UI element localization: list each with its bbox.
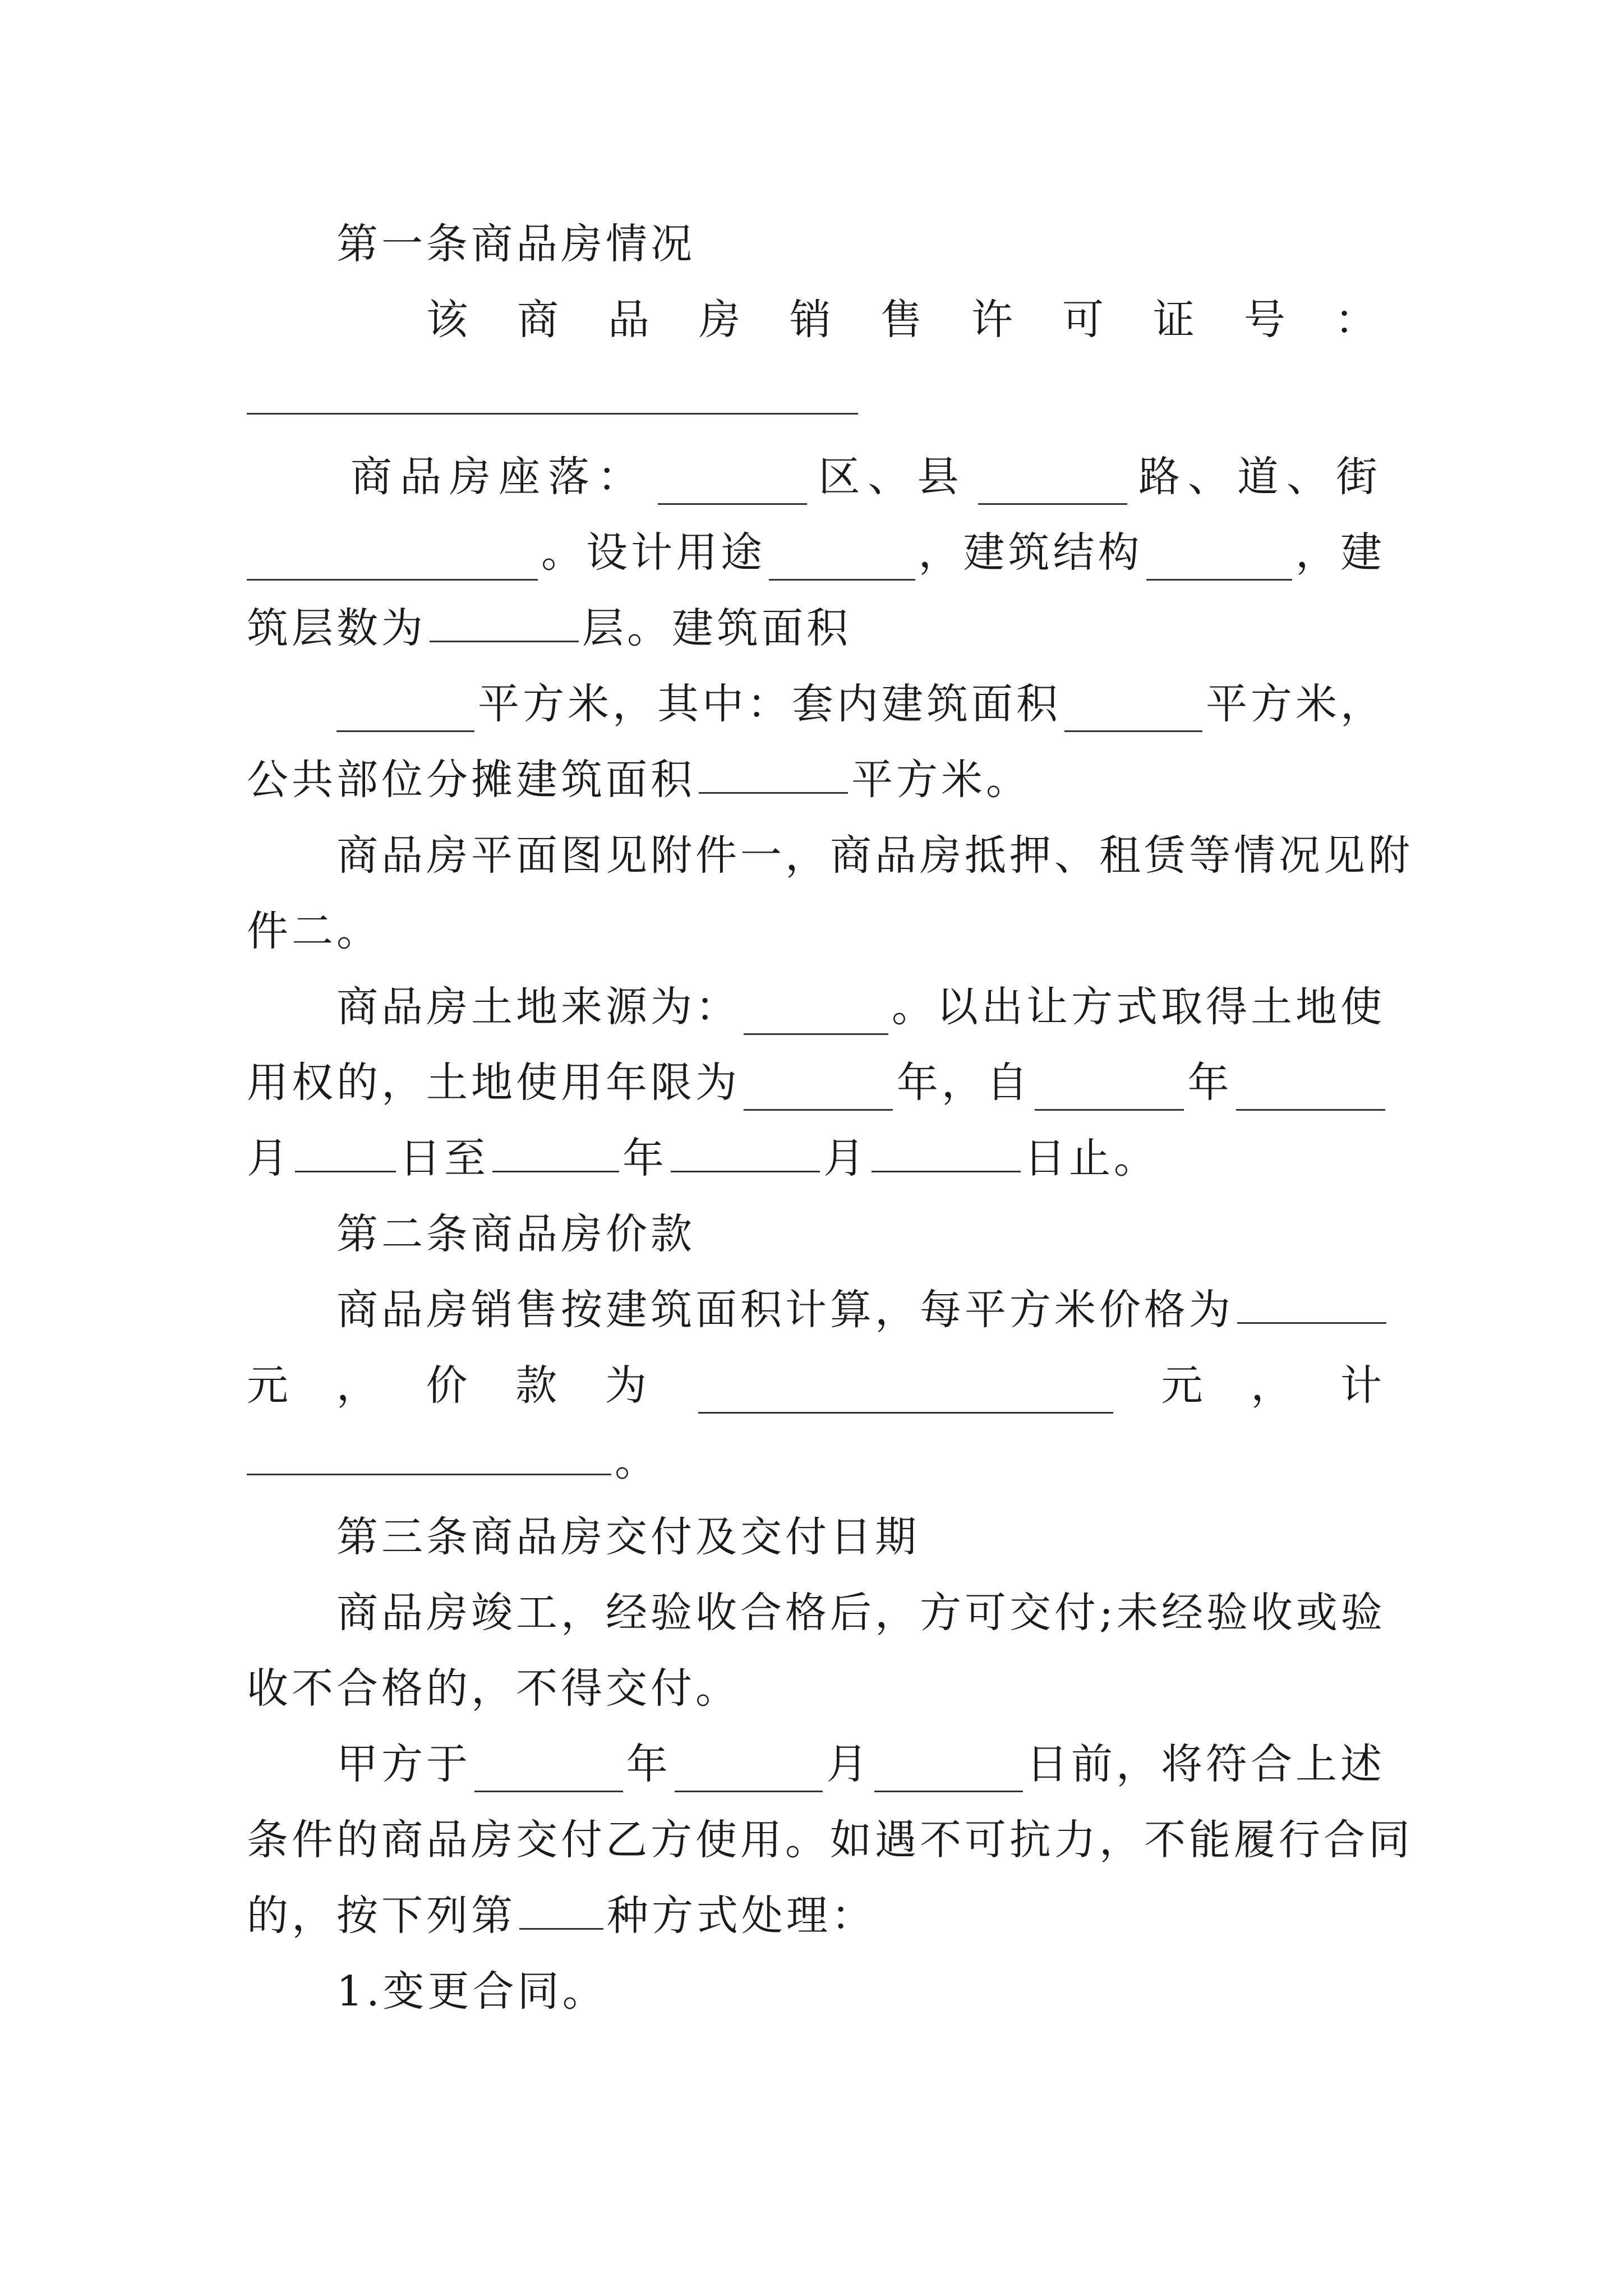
- shared-area-line: 公共部位分摊建筑面积 平方米。: [247, 756, 1031, 804]
- area-line: 平方米，其中：套内建筑面积 平方米，: [336, 676, 1385, 732]
- completion-line-2: 收不合格的，不得交付。: [247, 1664, 740, 1713]
- land-term-date-line: 月 日至 年 月 日止。: [247, 1134, 1159, 1182]
- structure-blank[interactable]: [1146, 543, 1292, 581]
- end-year-blank[interactable]: [492, 1135, 619, 1172]
- end-month-blank[interactable]: [671, 1135, 820, 1172]
- street-blank[interactable]: [247, 543, 538, 581]
- land-term-line: 用权的，土地使用年限为 年，自 年: [247, 1055, 1385, 1111]
- floor-count-blank[interactable]: [430, 605, 579, 642]
- shared-area-blank[interactable]: [699, 756, 848, 794]
- district-blank[interactable]: [658, 467, 807, 505]
- handling-method-line: 的，按下列第 种方式处理：: [247, 1892, 876, 1940]
- location-line: 商品房座落： 区、县 路、道、街: [351, 449, 1385, 505]
- design-use-blank[interactable]: [769, 543, 915, 581]
- design-use-line: 。设计用途 ，建筑结构 ，建: [247, 524, 1385, 581]
- price-in-words-blank[interactable]: [247, 1438, 611, 1475]
- delivery-month-blank[interactable]: [675, 1755, 823, 1792]
- building-area-blank[interactable]: [336, 694, 474, 732]
- start-day-blank[interactable]: [295, 1135, 396, 1172]
- total-price-blank[interactable]: [698, 1376, 1113, 1414]
- force-majeure-line: 条件的商品房交付乙方使用。如遇不可抗力，不能履行合同: [247, 1816, 1413, 1864]
- handling-method-blank[interactable]: [519, 1892, 603, 1930]
- price-per-sqm-line: 商品房销售按建筑面积计算，每平方米价格为: [336, 1282, 1385, 1338]
- price-in-words-line: 。: [247, 1433, 1385, 1489]
- end-day-blank[interactable]: [872, 1135, 1021, 1172]
- inner-area-blank[interactable]: [1064, 694, 1202, 732]
- floor-plan-line: 商品房平面图见附件一，商品房抵押、租赁等情况见附: [336, 831, 1413, 880]
- permit-number-label: 该 商 品 房 销 售 许 可 证 号 ：: [426, 296, 1380, 344]
- article-1-heading: 第一条商品房情况: [336, 220, 695, 268]
- land-term-years-blank[interactable]: [744, 1073, 893, 1111]
- option-1-line: 1.变更合同。: [336, 1967, 607, 2016]
- article-2-heading: 第二条商品房价款: [336, 1210, 695, 1258]
- total-price-line: 元 ， 价 款 为 元 ， 计: [247, 1358, 1385, 1414]
- delivery-day-blank[interactable]: [874, 1755, 1023, 1792]
- permit-number-blank[interactable]: [247, 413, 858, 415]
- start-year-blank[interactable]: [1035, 1073, 1184, 1111]
- article-3-heading: 第三条商品房交付及交付日期: [336, 1513, 920, 1561]
- delivery-date-line: 甲方于 年 月 日前，将符合上述: [336, 1736, 1385, 1792]
- land-source-line: 商品房土地来源为： 。以出让方式取得土地使: [336, 979, 1385, 1035]
- delivery-year-blank[interactable]: [474, 1755, 623, 1792]
- floor-count-line: 筑层数为 层。建筑面积: [247, 604, 851, 652]
- attachment-line: 件二。: [247, 907, 381, 955]
- start-month-blank[interactable]: [1236, 1073, 1385, 1111]
- land-source-blank[interactable]: [744, 997, 888, 1035]
- road-blank[interactable]: [978, 467, 1127, 505]
- completion-line: 商品房竣工，经验收合格后，方可交付;未经验收或验: [336, 1589, 1386, 1637]
- price-per-sqm-blank[interactable]: [1237, 1286, 1386, 1324]
